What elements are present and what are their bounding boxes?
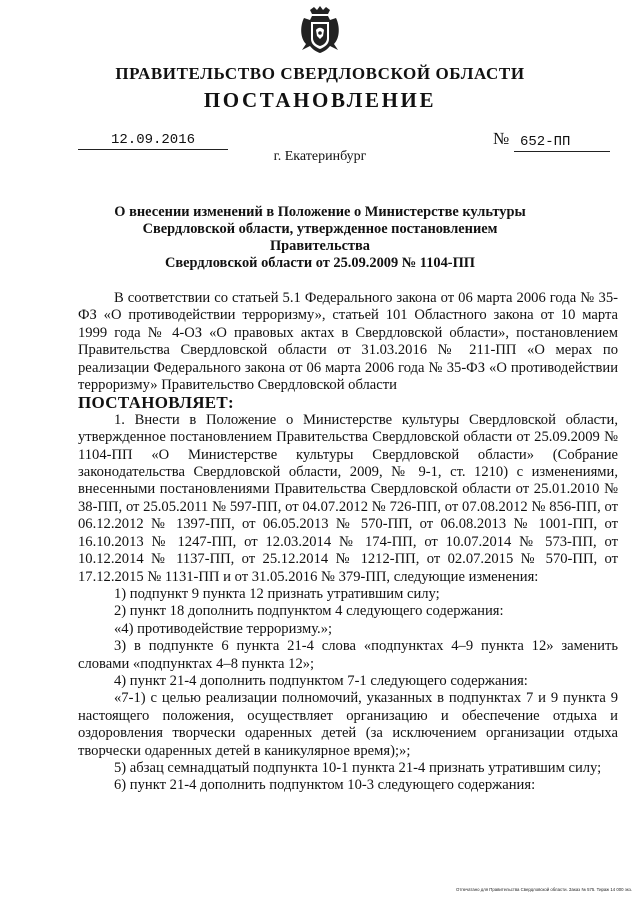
heading-line-1: О внесении изменений в Положение о Министерстве культуры xyxy=(114,204,526,220)
subitem-3: 3) в подпункте 6 пункта 21-4 слова «подпунктах 4–9 пункта 12» заменить словами «подпунктах 4–8 пункта 12»; xyxy=(78,638,618,672)
heading-line-2: Свердловской области, утвержденное постановлением Правительства xyxy=(142,221,498,254)
number-sign: № xyxy=(493,129,510,148)
subitem-4: 4) пункт 21-4 дополнить подпунктом 7-1 следующего содержания: xyxy=(114,672,528,689)
subitem-2: 2) пункт 18 дополнить подпунктом 4 следующего содержания: xyxy=(114,603,504,620)
subitem-6: 6) пункт 21-4 дополнить подпунктом 10-3 следующего содержания: xyxy=(114,777,536,794)
document-number: 652-ПП xyxy=(514,133,610,152)
decree-word: ПОСТАНОВЛЯЕТ: xyxy=(78,393,235,413)
print-footer: Отпечатано для Правительства Свердловской области. Заказ № 575. Тираж 14 000 экз. xyxy=(456,887,632,892)
subitem-4-text: «7-1) с целью реализации полномочий, указанных в подпунктах 7 и 9 пункта 9 настоящего положения, осуществляет организацию и обеспечение отдыха и оздоровления творчески одаренных детей (за исключением организации отдыха творчески одаренных детей в каникулярное время);»; xyxy=(78,690,618,759)
document-type-title: ПОСТАНОВЛЕНИЕ xyxy=(203,88,437,112)
document-heading xyxy=(95,204,545,272)
item-1-paragraph: 1. Внести в Положение о Министерстве культуры Свердловской области, утвержденное постановлением Правительства Свердловской области от 25.09.2009 № 1104-ПП «О Министерстве культуры Свердловской области» (Собрание законодательства Свердловской области, 2009, № 9-1, ст. 1210) с изменениями, внесенными постановлениями Правительства Свердловской области от 25.01.2010 № 38-ПП, от 25.05.2011 № 597-ПП, от 04.07.2012 № 726-ПП, от 07.08.2012 № 856-ПП, от 06.12.2012 № 1397-ПП, от 06.05.2013 № 570-ПП, от 06.08.2013 № 1001-ПП, от 16.10.2013 № 1247-ПП, от 12.03.2014 № 174-ПП, от 10.07.2014 № 573-ПП, от 10.12.2014 № 1137-ПП, от 25.12.2014 № 1212-ПП, от 02.07.2015 № 570-ПП, от 17.12.2015 № 1131-ПП и от 31.05.2016 № 379-ПП, следующие изменения: xyxy=(78,411,618,585)
subitem-2-text: «4) противодействие терроризму.»; xyxy=(114,620,333,637)
city-label: г. Екатеринбург xyxy=(273,149,367,164)
heading-line-3: Свердловской области от 25.09.2009 № 1104-ПП xyxy=(165,255,475,271)
coat-of-arms-emblem xyxy=(298,6,342,56)
document-date: 12.09.2016 xyxy=(78,131,228,150)
document-body xyxy=(78,290,618,795)
preamble-paragraph: В соответствии со статьей 5.1 Федерального закона от 06 марта 2006 года № 35-ФЗ «О противодействии терроризму», статьей 101 Областного закона от 10 марта 1999 года № 4-ОЗ «О правовых актах в Свердловской области», постановлением Правительства Свердловской области от 31.03.2016 № 211-ПП «О мерах по реализации Федерального закона от 06 марта 2006 года № 35-ФЗ «О противодействии терроризму» Правительство Свердловской области xyxy=(78,290,618,394)
government-name: ПРАВИТЕЛЬСТВО СВЕРДЛОВСКОЙ ОБЛАСТИ xyxy=(115,64,525,83)
subitem-5: 5) абзац семнадцатый подпункта 10-1 пункта 21-4 признать утратившим силу; xyxy=(114,759,602,776)
subitem-1: 1) подпункт 9 пункта 12 признать утратившим силу; xyxy=(114,585,440,602)
